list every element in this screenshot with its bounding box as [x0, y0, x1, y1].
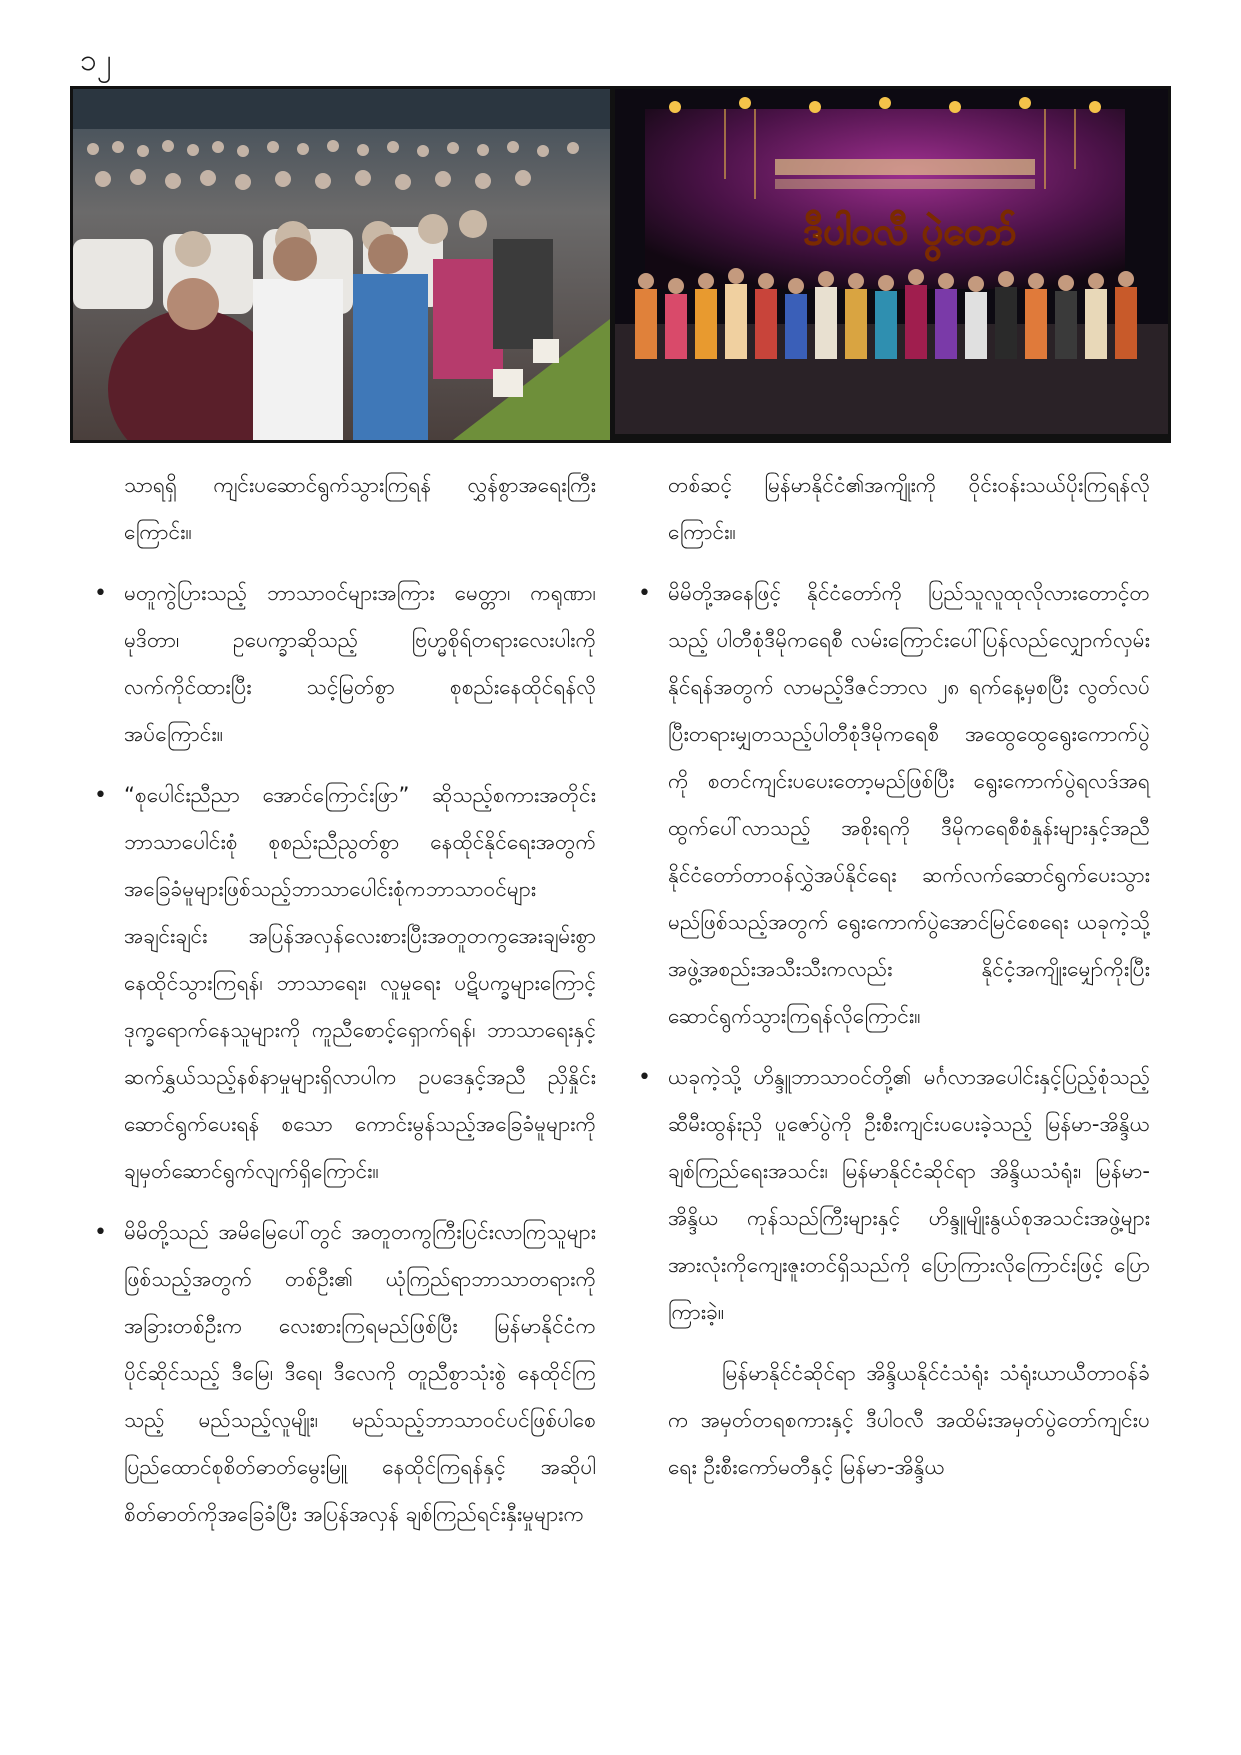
left-column — [96, 462, 596, 1538]
page-number: ၁၂ — [80, 43, 112, 78]
stage-photo — [615, 89, 1168, 440]
stage-photo-icon — [615, 89, 1168, 440]
audience-photo-icon — [73, 89, 610, 440]
stage-banner-text: ဒီပါဝလီ ပွဲတော် — [803, 209, 1017, 253]
photo-strip — [70, 86, 1171, 443]
left-bullet-2: • “စုပေါင်းညီညာ အောင်ကြောင်းဖြာ” ဆိုသည့်စကားအတိုင်း ဘာသာပေါင်းစုံ စုစည်းညီညွတ်စွာ နေထိုင်နိုင်ရေးအတွက် အခြေခံမူများဖြစ်သည့်ဘာသာပေါင်းစုံကဘာသာဝင်များ အချင်းချင်း အပြန်အလှန်လေးစားပြီးအတူတကွအေးချမ်းစွာ နေထိုင်သွားကြရန်၊ ဘာသာရေး၊ လူမှုရေး ပဋိပက္ခများကြောင့် ဒုက္ခရောက်နေသူများကို ကူညီစောင့်ရှောက်ရန်၊ ဘာသာရေးနှင့် ဆက်နွှယ်သည့်နစ်နာမှုများရှိလာပါက ဥပဒေနှင့်အညီ ညှိနှိုင်းဆောင်ရွက်ပေးရန် စသော ကောင်းမွန်သည့်အခြေခံမူများကို ချမှတ်ဆောင်ရွက်လျက်ရှိကြောင်း။ — [124, 772, 596, 1195]
right-bullet-2: • ယခုကဲ့သို့ ဟိန္ဒူဘာသာဝင်တို့၏ မင်္ဂလာအပေါင်းနှင့်ပြည့်စုံသည့် ဆီမီးထွန်းညှိ ပူဇော်ပွဲကို ဦးစီးကျင်းပပေးခဲ့သည့် မြန်မာ-အိန္ဒိယ ချစ်ကြည်ရေးအသင်း၊ မြန်မာနိုင်ငံဆိုင်ရာ အိန္ဒိယသံရုံး၊ မြန်မာ-အိန္ဒိယ ကုန်သည်ကြီးများနှင့် ဟိန္ဒူမျိုးနွယ်စုအသင်းအဖွဲ့များ အားလုံးကိုကျေးဇူးတင်ရှိသည်ကို ပြောကြားလိုကြောင်းဖြင့် ပြောကြားခဲ့။ — [668, 1054, 1150, 1336]
right-column — [640, 462, 1150, 1491]
audience-photo — [73, 89, 610, 440]
right-closing-paragraph: မြန်မာနိုင်ငံဆိုင်ရာ အိန္ဒိယနိုင်ငံသံရုံး သံရုံးယာယီတာဝန်ခံက အမှတ်တရစကားနှင့် ဒီပါဝလီ အထိမ်းအမှတ်ပွဲတော်ကျင်းပရေး ဦးစီးကော်မတီနှင့် မြန်မာ-အိန္ဒိယ — [668, 1361, 1150, 1479]
right-bullet-1: • မိမိတို့အနေဖြင့် နိုင်ငံတော်ကို ပြည်သူလူထုလိုလားတောင့်တသည့် ပါတီစုံဒီမိုကရေစီ လမ်းကြောင်းပေါ်ပြန်လည်လျှောက်လှမ်းနိုင်ရန်အတွက် လာမည့်ဒီဇင်ဘာလ ၂၈ ရက်နေ့မှစပြီး လွတ်လပ်ပြီးတရားမျှတသည့်ပါတီစုံဒီမိုကရေစီ အထွေထွေရွေးကောက်ပွဲကို စတင်ကျင်းပပေးတော့မည်ဖြစ်ပြီး ရွေးကောက်ပွဲရလဒ်အရထွက်ပေါ်လာသည့် အစိုးရကို ဒီမိုကရေစီစံနှုန်းများနှင့်အညီ နိုင်ငံတော်တာဝန်လွှဲအပ်နိုင်ရေး ဆက်လက်ဆောင်ရွက်ပေးသွားမည်ဖြစ်သည့်အတွက် ရွေးကောက်ပွဲအောင်မြင်စေရေး ယခုကဲ့သို့ အဖွဲ့အစည်းအသီးသီးကလည်း နိုင်ငံ့အကျိုးမျှော်ကိုးပြီး ဆောင်ရွက်သွားကြရန်လိုကြောင်း။ — [668, 570, 1150, 1040]
right-intro-paragraph: တစ်ဆင့် မြန်မာနိုင်ငံ၏အကျိုးကို ဝိုင်းဝန်းသယ်ပိုးကြရန်လိုကြောင်း။ — [668, 473, 1150, 544]
left-bullet-3: • မိမိတို့သည် အမိမြေပေါ်တွင် အတူတကွကြီးပြင်းလာကြသူများဖြစ်သည့်အတွက် တစ်ဦး၏ ယုံကြည်ရာဘာသာတရားကို အခြားတစ်ဦးက လေးစားကြရမည်ဖြစ်ပြီး မြန်မာနိုင်ငံက ပိုင်ဆိုင်သည့် ဒီမြေ၊ ဒီရေ၊ ဒီလေကို တူညီစွာသုံးစွဲ နေထိုင်ကြသည့် မည်သည့်လူမျိုး၊ မည်သည့်ဘာသာဝင်ပင်ဖြစ်ပါစေ ပြည်ထောင်စုစိတ်ဓာတ်မွေးမြူ နေထိုင်ကြရန်နှင့် အဆိုပါစိတ်ဓာတ်ကိုအခြေခံပြီး အပြန်အလှန် ချစ်ကြည်ရင်းနှီးမှုများက — [124, 1209, 596, 1538]
left-intro-paragraph: သာရရှိ ကျင်းပဆောင်ရွက်သွားကြရန် လွှန်စွာအရေးကြီးကြောင်း။ — [124, 473, 596, 544]
left-bullet-1: • မတူကွဲပြားသည့် ဘာသာဝင်များအကြား မေတ္တာ၊ ကရုဏာ၊ မုဒိတာ၊ ဥပေက္ခာဆိုသည့် ဗြဟ္မစိုရ်တရားလေးပါးကို လက်ကိုင်ထားပြီး သင့်မြတ်စွာ စုစည်းနေထိုင်ရန်လိုအပ်ကြောင်း။ — [124, 570, 596, 758]
